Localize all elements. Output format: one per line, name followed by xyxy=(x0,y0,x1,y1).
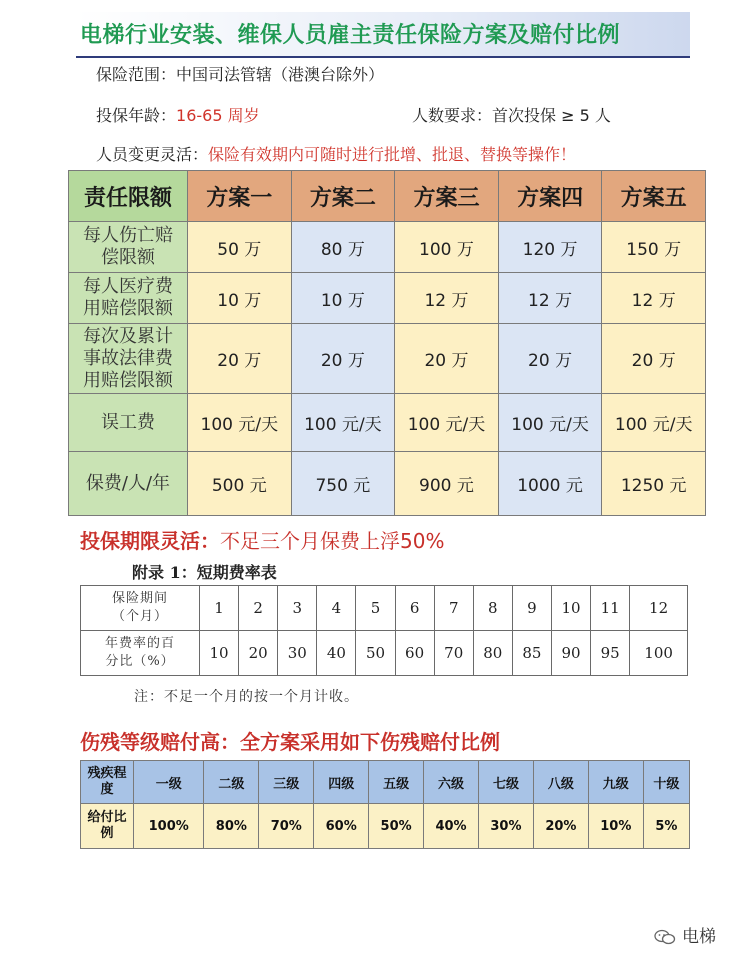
watermark-text: 电梯 xyxy=(682,927,716,947)
value-cell: 1000 元 xyxy=(498,452,602,516)
age-value: 16-65 周岁 xyxy=(176,106,260,125)
header-cell: 责任限额 xyxy=(69,171,188,222)
people-value: 首次投保 ≥ 5 人 xyxy=(492,106,611,125)
level-cell: 六级 xyxy=(424,761,479,804)
levels-row xyxy=(81,761,690,804)
level-cell: 十级 xyxy=(643,761,689,804)
month-cell: 6 xyxy=(395,586,434,631)
value-cell: 900 元 xyxy=(395,452,499,516)
row-label-line: 偿限额 xyxy=(101,247,155,268)
month-cell: 12 xyxy=(630,586,688,631)
rate-cell: 50 xyxy=(356,631,395,676)
rates-label xyxy=(81,631,200,676)
wechat-chat-icon xyxy=(654,929,676,945)
rate-cell: 85 xyxy=(512,631,551,676)
rate-cell: 70 xyxy=(434,631,473,676)
period-title: 投保期限灵活： xyxy=(80,529,220,553)
value-cell: 80 万 xyxy=(291,222,395,273)
value-cell: 12 万 xyxy=(602,273,706,324)
ratio-cell: 20% xyxy=(533,804,588,849)
rate-cell: 95 xyxy=(591,631,630,676)
month-cell: 1 xyxy=(200,586,239,631)
header-cell: 方案一 xyxy=(188,171,292,222)
coverage-table xyxy=(68,170,706,516)
value-cell: 150 万 xyxy=(602,222,706,273)
people-label: 人数要求： xyxy=(412,106,493,125)
value-cell: 10 万 xyxy=(291,273,395,324)
value-cell: 500 元 xyxy=(188,452,292,516)
value-cell: 100 元/天 xyxy=(498,394,602,452)
row-label: 误工费 xyxy=(69,394,188,452)
ratio-cell: 30% xyxy=(479,804,534,849)
rate-table xyxy=(80,585,688,676)
table-row xyxy=(69,222,706,273)
value-cell: 100 元/天 xyxy=(395,394,499,452)
levels-label xyxy=(81,761,134,804)
appendix-title: 附录 1：短期费率表 xyxy=(132,563,277,582)
rate-note: 注：不足一个月的按一个月计收。 xyxy=(134,689,359,705)
ratio-cell: 10% xyxy=(588,804,643,849)
row-label-line: 用赔偿限额 xyxy=(83,298,173,319)
label-line: 例 xyxy=(100,826,114,841)
header-cell: 方案四 xyxy=(498,171,602,222)
disability-section-title: 伤残等级赔付高：全方案采用如下伤残赔付比例 xyxy=(80,730,500,754)
value-cell: 10 万 xyxy=(188,273,292,324)
ratio-cell: 50% xyxy=(369,804,424,849)
rate-cell: 60 xyxy=(395,631,434,676)
coverage-header-row xyxy=(69,171,706,222)
level-cell: 二级 xyxy=(204,761,259,804)
scope-line xyxy=(96,62,384,85)
row-label-line: 每人伤亡赔 xyxy=(83,225,173,246)
month-cell: 5 xyxy=(356,586,395,631)
period-value: 不足三个月保费上浮50% xyxy=(220,529,445,553)
level-cell: 五级 xyxy=(369,761,424,804)
month-cell: 2 xyxy=(239,586,278,631)
level-cell: 一级 xyxy=(134,761,204,804)
change-line xyxy=(96,142,576,165)
label-line: 年费率的百 xyxy=(104,636,175,651)
row-label: 保费/人/年 xyxy=(69,452,188,516)
row-label-line: 每次及累计 xyxy=(83,325,173,347)
rate-cell: 80 xyxy=(473,631,512,676)
value-cell: 50 万 xyxy=(188,222,292,273)
value-cell: 12 万 xyxy=(498,273,602,324)
ratio-cell: 60% xyxy=(314,804,369,849)
row-label xyxy=(69,222,188,273)
ratio-cell: 70% xyxy=(259,804,314,849)
level-cell: 四级 xyxy=(314,761,369,804)
level-cell: 七级 xyxy=(479,761,534,804)
value-cell: 20 万 xyxy=(498,324,602,394)
level-cell: 三级 xyxy=(259,761,314,804)
rate-cell: 30 xyxy=(278,631,317,676)
months-label xyxy=(81,586,200,631)
value-cell: 20 万 xyxy=(188,324,292,394)
month-cell: 10 xyxy=(551,586,590,631)
age-line xyxy=(96,103,260,126)
rate-cell: 90 xyxy=(551,631,590,676)
value-cell: 20 万 xyxy=(395,324,499,394)
value-cell: 1250 元 xyxy=(602,452,706,516)
month-cell: 11 xyxy=(591,586,630,631)
table-row xyxy=(69,394,706,452)
rates-row xyxy=(81,631,688,676)
header-cell: 方案二 xyxy=(291,171,395,222)
table-row xyxy=(69,324,706,394)
row-label xyxy=(69,273,188,324)
level-cell: 八级 xyxy=(533,761,588,804)
period-section-title xyxy=(80,525,444,554)
rate-cell: 20 xyxy=(239,631,278,676)
level-cell: 九级 xyxy=(588,761,643,804)
ratio-cell: 40% xyxy=(424,804,479,849)
value-cell: 750 元 xyxy=(291,452,395,516)
month-cell: 7 xyxy=(434,586,473,631)
scope-label: 保险范围： xyxy=(96,65,177,84)
change-label: 人员变更灵活： xyxy=(96,145,209,164)
value-cell: 12 万 xyxy=(395,273,499,324)
month-cell: 3 xyxy=(278,586,317,631)
people-line xyxy=(412,103,611,126)
month-cell: 9 xyxy=(512,586,551,631)
value-cell: 100 元/天 xyxy=(602,394,706,452)
value-cell: 20 万 xyxy=(602,324,706,394)
page-title: 电梯行业安装、维保人员雇主责任保险方案及赔付比例 xyxy=(80,23,621,48)
months-row xyxy=(81,586,688,631)
table-row xyxy=(69,273,706,324)
value-cell: 100 元/天 xyxy=(291,394,395,452)
row-label xyxy=(69,324,188,394)
change-value: 保险有效期内可随时进行批增、批退、替换等操作！ xyxy=(208,145,577,164)
ratios-row xyxy=(81,804,690,849)
value-cell: 100 元/天 xyxy=(188,394,292,452)
header-cell: 方案五 xyxy=(602,171,706,222)
label-line: 分比（%） xyxy=(105,654,175,669)
label-line: 给付比 xyxy=(87,810,127,825)
value-cell: 20 万 xyxy=(291,324,395,394)
ratio-cell: 80% xyxy=(204,804,259,849)
label-line: （个月） xyxy=(111,609,168,624)
value-cell: 120 万 xyxy=(498,222,602,273)
disability-table xyxy=(80,760,690,849)
rate-cell: 10 xyxy=(200,631,239,676)
month-cell: 8 xyxy=(473,586,512,631)
label-line: 保险期间 xyxy=(111,591,168,606)
ratio-cell: 100% xyxy=(134,804,204,849)
label-line: 残疾程 xyxy=(87,766,127,781)
ratio-cell: 5% xyxy=(643,804,689,849)
row-label-line: 每人医疗费 xyxy=(83,276,173,297)
table-row xyxy=(69,452,706,516)
month-cell: 4 xyxy=(317,586,356,631)
row-label-line: 用赔偿限额 xyxy=(83,369,173,391)
row-label-line: 事故法律费 xyxy=(83,347,173,369)
age-label: 投保年龄： xyxy=(96,106,177,125)
rate-cell: 100 xyxy=(630,631,688,676)
label-line: 度 xyxy=(100,782,114,797)
scope-value: 中国司法管辖（港澳台除外） xyxy=(176,65,385,84)
rate-cell: 40 xyxy=(317,631,356,676)
header-cell: 方案三 xyxy=(395,171,499,222)
watermark xyxy=(654,922,716,947)
ratios-label xyxy=(81,804,134,849)
value-cell: 100 万 xyxy=(395,222,499,273)
